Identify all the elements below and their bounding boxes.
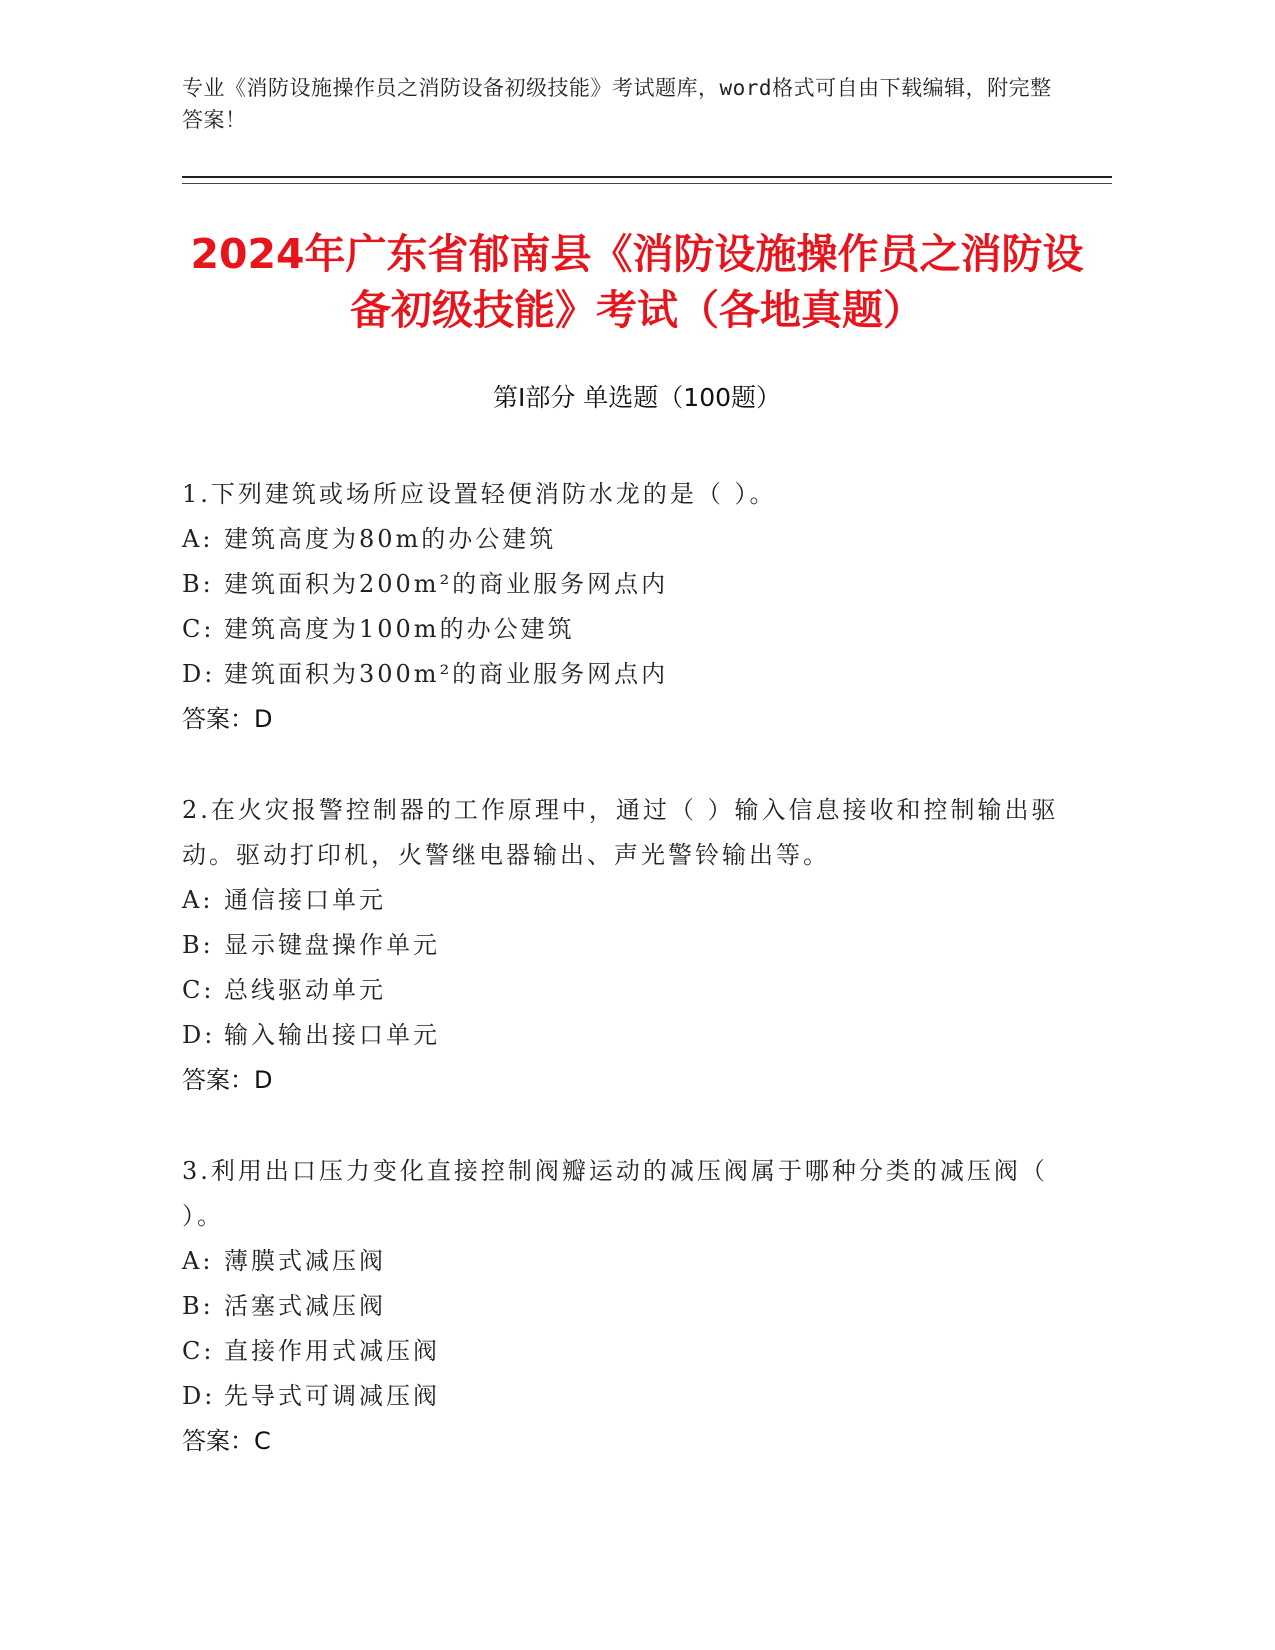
answer-value: D: [254, 1066, 273, 1094]
option-key: A:: [182, 525, 214, 553]
option-key: D:: [182, 660, 216, 688]
option-text: 显示键盘操作单元: [224, 931, 440, 959]
section-title: 第Ⅰ部分 单选题（100题）: [492, 383, 782, 412]
question-1: [182, 472, 1062, 742]
option-key: C:: [182, 615, 215, 643]
header-rule-thin: [182, 183, 1112, 184]
option-b: [182, 923, 1062, 968]
option-text: 输入输出接口单元: [224, 1021, 440, 1049]
option-key: D:: [182, 1382, 216, 1410]
question-stem: 2.在火灾报警控制器的工作原理中，通过（ ）输入信息接收和控制输出驱动。驱动打印机，火警继电器输出、声光警铃输出等。: [182, 796, 1059, 869]
option-text: 薄膜式减压阀: [224, 1247, 386, 1275]
option-d: [182, 652, 1062, 697]
option-d: [182, 1013, 1062, 1058]
option-c: [182, 607, 1062, 652]
option-key: B:: [182, 931, 214, 959]
option-text: 总线驱动单元: [224, 976, 386, 1004]
option-c: [182, 1329, 1062, 1374]
answer-label: 答案：: [182, 1066, 254, 1094]
option-key: B:: [182, 1292, 214, 1320]
option-text: 建筑高度为100m的办公建筑: [224, 615, 575, 643]
option-key: C:: [182, 1337, 215, 1365]
option-b: [182, 1284, 1062, 1329]
option-text: 建筑面积为300m²的商业服务网点内: [224, 660, 669, 688]
question-2: [182, 788, 1062, 1103]
option-text: 先导式可调减压阀: [224, 1382, 440, 1410]
answer-value: D: [254, 705, 273, 733]
option-a: [182, 1239, 1062, 1284]
option-text: 直接作用式减压阀: [224, 1337, 440, 1365]
answer-line: [182, 1058, 1062, 1103]
option-key: A:: [182, 886, 214, 914]
answer-value: C: [254, 1427, 271, 1455]
question-list: [182, 472, 1062, 1510]
header-rule-thick: [182, 176, 1112, 178]
option-b: [182, 562, 1062, 607]
question-stem: 3.利用出口压力变化直接控制阀瓣运动的减压阀属于哪种分类的减压阀（ ）。: [182, 1157, 1048, 1230]
question-3: [182, 1149, 1062, 1464]
answer-line: [182, 1419, 1062, 1464]
option-text: 建筑高度为80m的办公建筑: [224, 525, 557, 553]
option-key: C:: [182, 976, 215, 1004]
option-c: [182, 968, 1062, 1013]
option-key: A:: [182, 1247, 214, 1275]
option-text: 活塞式减压阀: [224, 1292, 386, 1320]
option-a: [182, 878, 1062, 923]
document-title: 2024年广东省郁南县《消防设施操作员之消防设备初级技能》考试（各地真题）: [190, 230, 1084, 334]
answer-label: 答案：: [182, 1427, 254, 1455]
question-stem: 1.下列建筑或场所应设置轻便消防水龙的是（ ）。: [182, 480, 777, 508]
option-key: D:: [182, 1021, 216, 1049]
option-text: 建筑面积为200m²的商业服务网点内: [224, 570, 669, 598]
option-key: B:: [182, 570, 214, 598]
answer-line: [182, 697, 1062, 742]
option-d: [182, 1374, 1062, 1419]
option-text: 通信接口单元: [224, 886, 386, 914]
option-a: [182, 517, 1062, 562]
answer-label: 答案：: [182, 705, 254, 733]
header-note: 专业《消防设施操作员之消防设备初级技能》考试题库，word格式可自由下载编辑，附完整答案！: [182, 76, 1052, 132]
